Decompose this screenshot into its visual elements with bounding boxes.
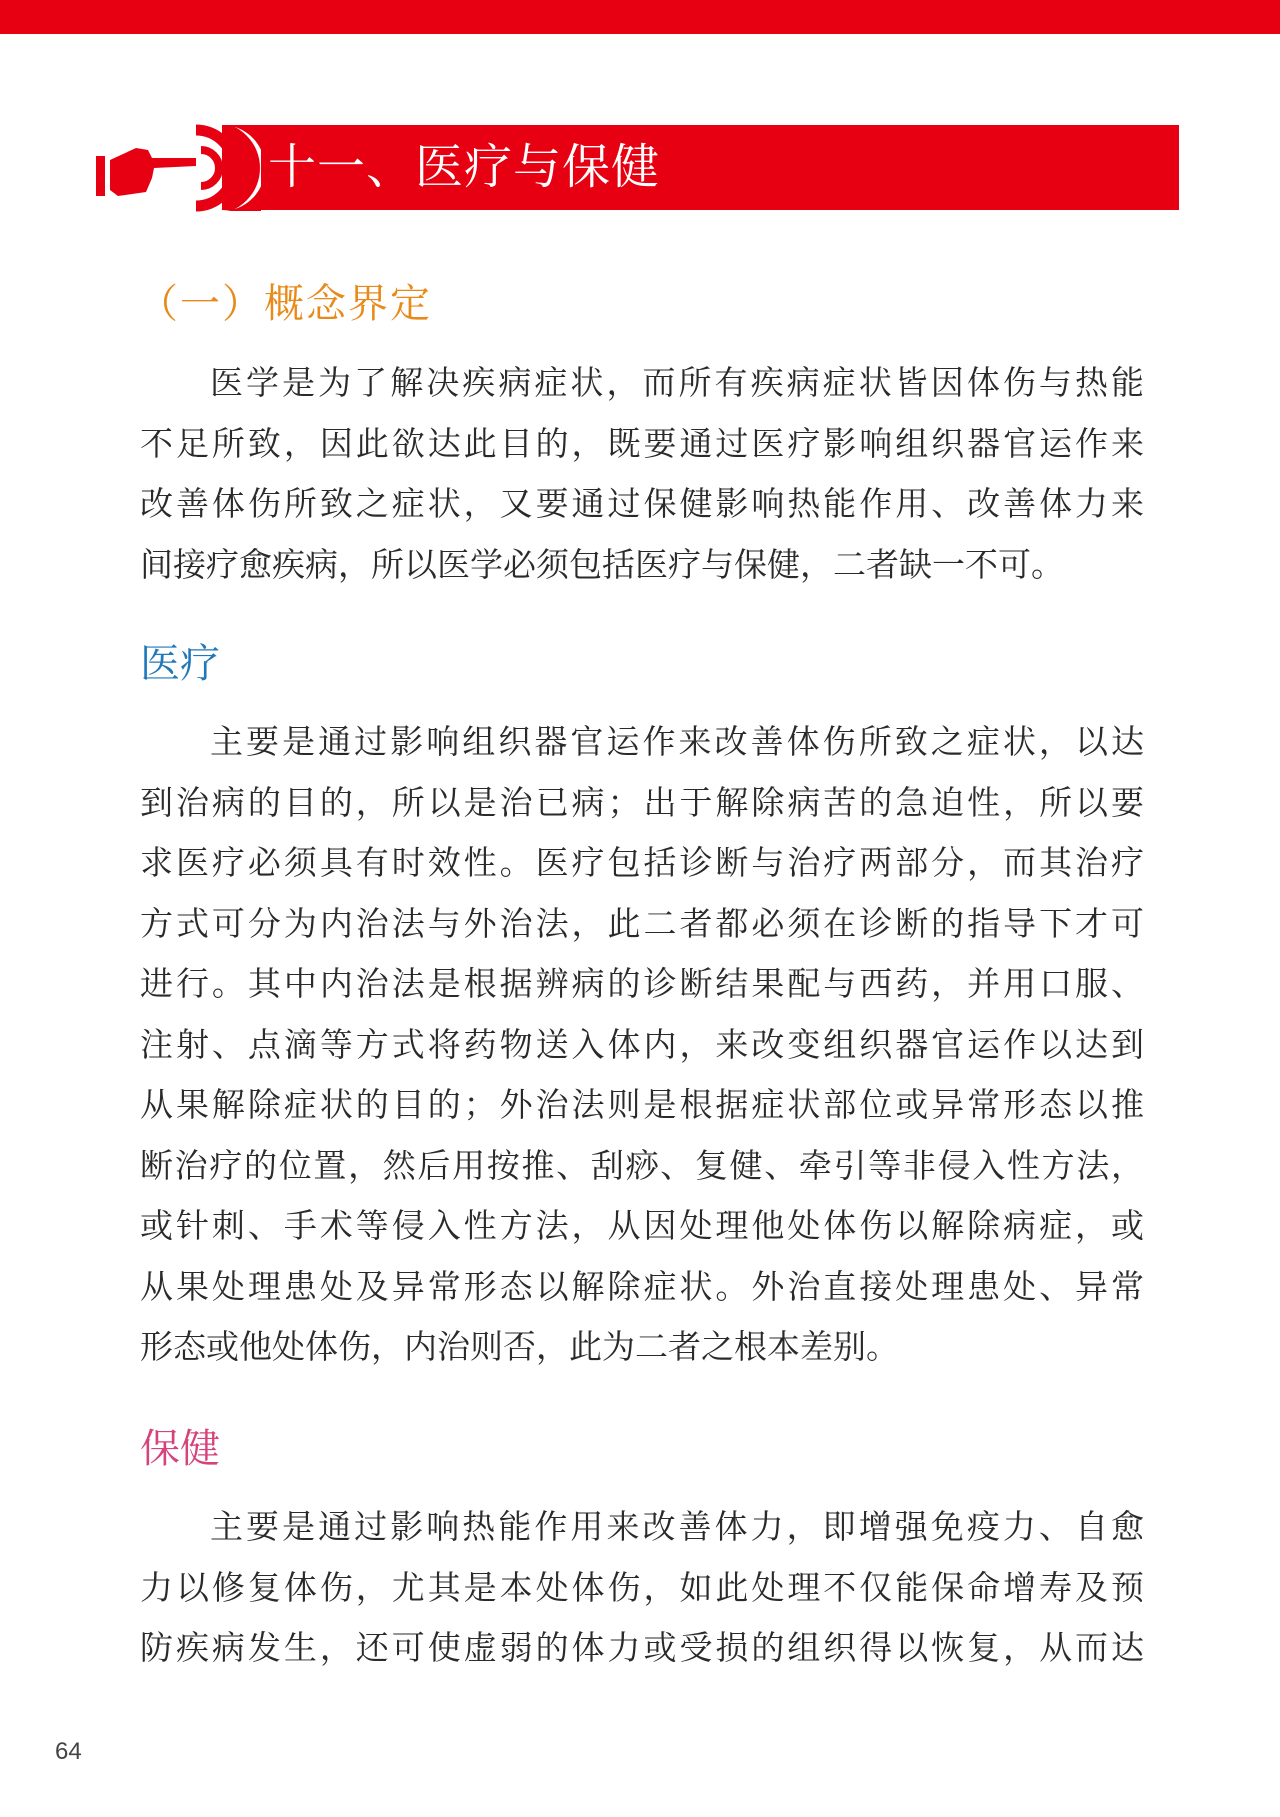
text-line: 间接疗愈疾病，所以医学必须包括医疗与保健，二者缺一不可。 [140,544,1064,584]
top-accent-bar [0,0,1280,34]
text-line: 形态或他处体伤，内治则否，此为二者之根本差别。 [140,1327,899,1366]
text-line: 从果处理患处及异常形态以解除症状。外治直接处理患处、异常 [140,1266,1144,1306]
text-line: 医学是为了解决疾病症状，而所有疾病症状皆因体伤与热能 [210,363,1144,402]
chapter-title: 十一、医疗与保健 [268,139,661,195]
text-line: 主要是通过影响组织器官运作来改善体伤所致之症状，以达 [210,722,1144,761]
text-line: 进行。其中内治法是根据辨病的诊断结果配与西药，并用口服、 [140,964,1144,1003]
text-line: 防疾病发生，还可使虚弱的体力或受损的组织得以恢复，从而达 [140,1628,1144,1667]
text-line: 断治疗的位置，然后用按推、刮痧、复健、牵引等非侵入性方法， [140,1145,1144,1185]
text-line: 或针刺、手术等侵入性方法，从因处理他处体伤以解除病症，或 [140,1206,1144,1245]
pointing-hand-target-icon [96,120,261,216]
paragraph-medical [140,712,1144,1378]
text-line: 求医疗必须具有时效性。医疗包括诊断与治疗两部分，而其治疗 [140,843,1144,882]
text-line: 从果解除症状的目的；外治法则是根据症状部位或异常形态以推 [140,1085,1144,1124]
text-line: 到治病的目的，所以是治已病；出于解除病苦的急迫性，所以要 [140,782,1144,822]
subheading-medical: 医疗 [140,641,220,687]
text-line: 不足所致，因此欲达此目的，既要通过医疗影响组织器官运作来 [140,423,1144,463]
text-line: 主要是通过影响热能作用来改善体力，即增强免疫力、自愈 [210,1507,1144,1546]
text-line: 注射、点滴等方式将药物送入体内，来改变组织器官运作以达到 [140,1024,1144,1064]
text-line: 方式可分为内治法与外治法，此二者都必须在诊断的指导下才可 [140,903,1144,943]
page-number: 64 [55,1738,82,1765]
section-heading-concept-definition: （一）概念界定 [138,281,432,327]
paragraph-health-care [140,1497,1144,1679]
subheading-health-care: 保健 [140,1426,220,1472]
paragraph-concept-intro [140,353,1144,595]
text-line: 力以修复体伤，尤其是本处体伤，如此处理不仅能保命增寿及预 [140,1567,1144,1607]
text-line: 改善体伤所致之症状，又要通过保健影响热能作用、改善体力来 [140,484,1144,523]
